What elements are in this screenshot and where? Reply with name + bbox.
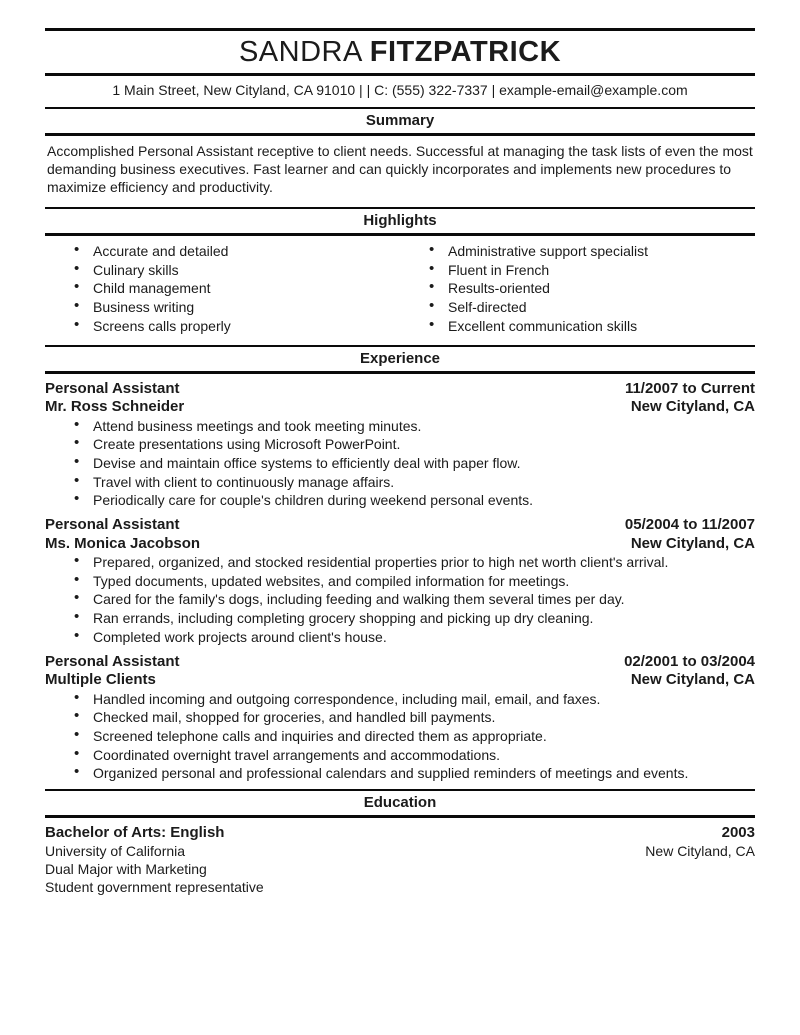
highlight-item: • Fluent in French: [400, 261, 755, 280]
job-bullet: • Organized personal and professional calendars and supplied reminders of meetings and events.: [45, 764, 755, 783]
job-title: Personal Assistant: [45, 516, 180, 534]
summary-text: Accomplished Personal Assistant receptive to client needs. Successful at managing the task lists of even the most demanding business executives. Fast learner and can quickly incorporates and implements new procedures to maximize efficiency and productivity.: [47, 143, 753, 195]
highlight-item: • Excellent communication skills: [400, 317, 755, 336]
job-bullet: • Completed work projects around client's house.: [45, 628, 755, 647]
highlights-columns: [45, 242, 755, 336]
education-detail: Student government representative: [45, 879, 264, 896]
education-year: 2003: [721, 824, 755, 842]
job-bullet-list: [45, 553, 755, 647]
job-location: New Cityland, CA: [630, 398, 755, 416]
highlight-item: • Business writing: [45, 298, 400, 317]
education-entry: [45, 824, 755, 896]
job-header: [45, 653, 755, 690]
job-bullet: • Devise and maintain office systems to efficiently deal with paper flow.: [45, 454, 755, 473]
section-heading-summary: Summary: [45, 107, 755, 136]
job-entry: [45, 380, 755, 511]
candidate-first-name: SANDRA: [238, 36, 362, 68]
highlight-item: • Self-directed: [400, 298, 755, 317]
education-degree: Bachelor of Arts: English: [45, 824, 225, 842]
job-entry: [45, 653, 755, 784]
job-bullet: • Attend business meetings and took meeting minutes.: [45, 417, 755, 436]
highlight-item: • Accurate and detailed: [45, 242, 400, 261]
job-bullet: • Screened telephone calls and inquiries and directed them as appropriate.: [45, 727, 755, 746]
job-employer: Mr. Ross Schneider: [45, 398, 185, 416]
job-bullet: • Prepared, organized, and stocked residential properties prior to high net worth client's arrival.: [45, 553, 755, 572]
top-divider: [45, 28, 755, 31]
education-location: New Cityland, CA: [645, 843, 755, 860]
job-bullet-list: [45, 690, 755, 784]
job-bullet: • Travel with client to continuously manage affairs.: [45, 473, 755, 492]
section-heading-education: Education: [45, 789, 755, 818]
experience-entries: [45, 380, 755, 784]
job-employer: Multiple Clients: [45, 671, 156, 689]
highlights-column-left: [45, 242, 400, 336]
highlight-item: • Child management: [45, 279, 400, 298]
job-dates-location: [625, 516, 755, 553]
section-heading-highlights: Highlights: [45, 207, 755, 236]
education-year-location: [645, 824, 755, 896]
candidate-name: [45, 36, 755, 69]
job-location: New Cityland, CA: [630, 534, 755, 552]
job-bullet: • Create presentations using Microsoft PowerPoint.: [45, 435, 755, 454]
job-title-employer: [45, 653, 180, 690]
job-title: Personal Assistant: [45, 379, 180, 397]
contact-line: 1 Main Street, New Cityland, CA 91010 | | C: (555) 322-7337 | example-email@example.com: [112, 82, 688, 98]
highlight-item: • Administrative support specialist: [400, 242, 755, 261]
job-dates: 11/2007 to Current: [624, 379, 755, 397]
job-title-employer: [45, 516, 200, 553]
job-employer: Ms. Monica Jacobson: [45, 534, 201, 552]
education-school: University of California: [45, 843, 186, 860]
highlight-item: • Culinary skills: [45, 261, 400, 280]
job-dates-location: [625, 380, 755, 417]
job-dates: 05/2004 to 11/2007: [624, 516, 755, 534]
education-detail: Dual Major with Marketing: [45, 861, 207, 878]
highlights-list-right: [400, 242, 755, 336]
job-title-employer: [45, 380, 184, 417]
job-bullet: • Handled incoming and outgoing correspondence, including mail, email, and faxes.: [45, 690, 755, 709]
candidate-last-name: FITZPATRICK: [369, 36, 562, 68]
job-title: Personal Assistant: [45, 652, 180, 670]
job-bullet: • Ran errands, including completing grocery shopping and picking up dry cleaning.: [45, 609, 755, 628]
highlights-column-right: [400, 242, 755, 336]
highlight-item: • Screens calls properly: [45, 317, 400, 336]
job-bullet: • Checked mail, shopped for groceries, and handled bill payments.: [45, 708, 755, 727]
job-bullet: • Cared for the family's dogs, including feeding and walking them several times per day.: [45, 590, 755, 609]
job-location: New Cityland, CA: [630, 671, 755, 689]
job-dates-location: [624, 653, 755, 690]
job-bullet: • Periodically care for couple's children during weekend personal events.: [45, 491, 755, 510]
highlight-item: • Results-oriented: [400, 279, 755, 298]
section-heading-experience: Experience: [45, 345, 755, 374]
job-bullet: • Coordinated overnight travel arrangements and accommodations.: [45, 746, 755, 765]
job-dates: 02/2001 to 03/2004: [624, 652, 755, 670]
job-bullet: • Typed documents, updated websites, and compiled information for meetings.: [45, 572, 755, 591]
resume-content: [45, 28, 755, 896]
job-header: [45, 516, 755, 553]
job-bullet-list: [45, 417, 755, 511]
highlights-list-left: [45, 242, 400, 336]
job-header: [45, 380, 755, 417]
job-entry: [45, 516, 755, 647]
education-details: [45, 824, 264, 896]
